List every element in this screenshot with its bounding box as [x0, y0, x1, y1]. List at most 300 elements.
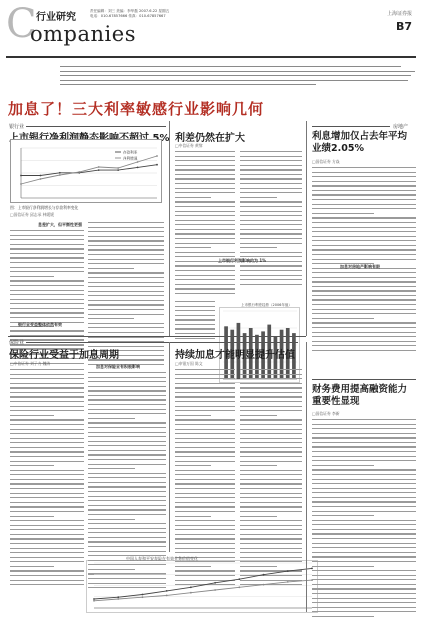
text-line: [312, 190, 416, 191]
text-line: [175, 324, 215, 325]
text-line: [312, 281, 416, 282]
text-line: [175, 328, 215, 329]
text-line: [175, 338, 215, 339]
text-line: [88, 272, 164, 273]
text-line: [175, 378, 235, 379]
text-line: [240, 188, 302, 189]
insurance-chart-point: [166, 590, 168, 592]
text-line: [240, 192, 302, 193]
insurance-chart-point: [117, 596, 119, 598]
text-line: [312, 204, 416, 205]
text-line: [10, 312, 84, 313]
text-line: [312, 575, 416, 576]
text-line: [175, 243, 235, 244]
text-line: [312, 611, 416, 612]
text-line: [88, 286, 164, 287]
text-line: [88, 445, 166, 446]
text-line: [10, 235, 84, 236]
text-line: [312, 240, 416, 241]
text-line: [240, 552, 302, 553]
text-line: [175, 470, 235, 471]
text-line: [88, 519, 135, 520]
text-line: [312, 222, 416, 223]
masthead-info-line1: 责任编辑：刘三 美编：李华磊 2007.6.22 星期五: [90, 9, 170, 13]
text-line: [10, 520, 84, 521]
insurance-chart-svg: [86, 560, 318, 613]
text-line: [312, 474, 416, 475]
text-line: [88, 314, 164, 315]
text-line: [312, 451, 416, 452]
text-line: [88, 231, 164, 232]
text-line: [175, 429, 235, 430]
text-line: [312, 231, 416, 232]
text-line: [10, 474, 84, 475]
insurance-chart-point: [190, 592, 192, 594]
text-line: [175, 483, 235, 484]
section-name-en: ompanies: [30, 22, 136, 46]
text-line: [88, 327, 164, 328]
text-line: [312, 483, 416, 484]
text-line: [240, 488, 302, 489]
text-line: [88, 227, 164, 228]
text-line: [312, 249, 416, 250]
middle-byline: □中信证券 黄黎: [175, 143, 203, 148]
text-line: [88, 432, 166, 433]
text-line: [10, 429, 84, 430]
text-line: [175, 534, 235, 535]
middle-subhead-1: 上市银行利润影响约为 1%: [218, 258, 267, 263]
realestate-tag-rule: [312, 126, 390, 127]
text-line: [240, 479, 302, 480]
text-line: [10, 239, 84, 240]
text-line: [175, 233, 235, 234]
text-line: [88, 222, 164, 223]
text-line: [88, 259, 164, 260]
text-line: [240, 433, 302, 434]
finance-body: [312, 419, 416, 617]
text-line: [88, 277, 164, 278]
text-line: [10, 262, 84, 263]
section-separator: [8, 336, 306, 337]
text-line: [175, 548, 235, 549]
text-line: [312, 533, 416, 534]
text-line: [88, 454, 166, 455]
bank-chart-point: [98, 169, 100, 171]
text-line: [312, 588, 416, 589]
text-line: [175, 238, 235, 239]
bank-chart-point: [78, 171, 80, 173]
insurance-chart-point: [263, 584, 265, 586]
bank-tag: 银行业: [9, 124, 25, 130]
text-line: [312, 213, 374, 214]
text-line: [312, 437, 416, 438]
text-line: [175, 247, 211, 248]
text-line: [10, 561, 84, 562]
text-line: [10, 575, 84, 576]
text-line: [312, 602, 416, 603]
text-line: [175, 451, 235, 452]
bank-chart-point: [156, 155, 158, 157]
text-line: [88, 323, 164, 324]
text-line: [175, 174, 235, 175]
text-line: [10, 396, 84, 397]
text-line: [88, 309, 164, 310]
text-line: [312, 524, 416, 525]
text-line: [312, 520, 416, 521]
text-line: [10, 525, 84, 526]
newspaper-brand: 上海证券报: [386, 11, 412, 17]
text-line: [175, 497, 235, 498]
text-line: [88, 477, 166, 478]
text-line: [240, 247, 277, 248]
text-line: [240, 374, 302, 375]
realestate-tag: 房地产: [393, 124, 409, 130]
bank-chart-legend-label: 净利增速: [123, 156, 138, 161]
text-line: [312, 309, 416, 310]
text-line: [312, 350, 416, 351]
text-line: [240, 506, 302, 507]
text-line: [10, 461, 84, 462]
text-line: [175, 156, 235, 157]
insurance-chart-point: [214, 582, 216, 584]
text-line: [10, 248, 84, 249]
text-line: [175, 442, 235, 443]
text-line: [10, 497, 84, 498]
text-line: [312, 172, 416, 173]
text-line: [88, 332, 164, 333]
bank-chart-point: [20, 183, 22, 185]
text-line: [88, 441, 166, 442]
text-line: [175, 211, 235, 212]
text-line: [175, 465, 211, 466]
text-line: [312, 313, 416, 314]
text-line: [175, 506, 235, 507]
text-line: [175, 392, 235, 393]
text-line: [175, 415, 211, 416]
text-line: [312, 254, 416, 255]
masthead: [0, 0, 422, 58]
text-line: [312, 607, 416, 608]
insurance-chart-point: [166, 595, 168, 597]
text-line: [88, 436, 166, 437]
text-line: [240, 456, 302, 457]
text-line: [88, 236, 164, 237]
section-name-cn: 行业研究: [36, 12, 76, 23]
text-line: [88, 245, 164, 246]
middle-article-title: 利差仍然在扩大: [175, 133, 245, 144]
text-line: [10, 392, 84, 393]
bank-chart-point: [40, 178, 42, 180]
insurance-chart: [86, 556, 318, 613]
text-line: [240, 224, 302, 225]
page-headline: 加息了！三大利率敏感行业影响几何: [8, 100, 265, 118]
text-line: [10, 317, 84, 318]
text-line: [240, 474, 302, 475]
realestate-subhead: 加息对房地产影响有限: [340, 264, 380, 269]
text-line: [240, 429, 302, 430]
finance-article-title: 财务费用提高融资能力重要性显现: [312, 384, 408, 407]
text-line: [10, 442, 84, 443]
text-line: [10, 470, 84, 471]
insurance-chart-point: [287, 570, 289, 572]
text-line: [175, 293, 235, 294]
text-line: [88, 418, 135, 419]
text-line: [175, 284, 235, 285]
text-line: [175, 474, 235, 475]
text-line: [10, 401, 84, 402]
column-divider-2: [306, 121, 307, 336]
text-line: [175, 438, 235, 439]
text-line: [88, 509, 166, 510]
text-line: [312, 570, 416, 571]
text-line: [10, 584, 84, 585]
text-line: [240, 516, 277, 517]
text-line: [88, 249, 164, 250]
text-line: [10, 285, 84, 286]
text-line: [175, 401, 235, 402]
text-line: [10, 506, 84, 507]
text-line: [240, 265, 302, 266]
text-line: [88, 395, 166, 396]
insurance-chart-caption: 中国人寿和平安寿险在有效业务价值变化: [126, 556, 198, 561]
text-line: [312, 245, 416, 246]
text-line: [312, 290, 416, 291]
bank-chart-caption: 图：上市银行净利润增长与存款利率变化: [10, 205, 79, 210]
text-line: [88, 404, 166, 405]
text-line: [175, 516, 211, 517]
text-line: [175, 151, 235, 152]
insurance-chart-point: [93, 600, 95, 602]
text-line: [240, 206, 302, 207]
text-line: [240, 238, 302, 239]
text-line: [175, 275, 235, 276]
text-line: [175, 206, 235, 207]
text-line: [240, 442, 302, 443]
text-line: [240, 378, 302, 379]
text-line: [88, 491, 166, 492]
bank-chart-series-line: [21, 165, 157, 176]
text-line: [88, 450, 166, 451]
text-line: [312, 304, 416, 305]
text-line: [175, 410, 235, 411]
text-line: [240, 406, 302, 407]
text-line: [312, 419, 416, 420]
text-line: [88, 413, 166, 414]
bank-chart-point: [117, 169, 119, 171]
text-line: [10, 488, 84, 489]
lead-paragraph: [60, 63, 415, 99]
text-line: [175, 396, 235, 397]
text-line: [88, 240, 164, 241]
text-line: [312, 566, 374, 567]
masthead-info: [90, 9, 210, 19]
text-line: [88, 295, 164, 296]
insurance-chart-point: [93, 598, 95, 600]
insurance-chart-point: [263, 574, 265, 576]
bank-chart-point: [98, 166, 100, 168]
bank-chart-legend-label: 存款利率: [123, 150, 138, 155]
text-line: [10, 552, 84, 553]
text-line: [312, 538, 416, 539]
text-line: [240, 183, 302, 184]
text-line: [10, 271, 84, 272]
text-line: [10, 369, 84, 370]
text-line: [240, 369, 302, 370]
text-line: [175, 419, 235, 420]
text-line: [10, 465, 54, 466]
text-line: [88, 523, 166, 524]
text-line: [88, 263, 164, 264]
text-line: [175, 406, 235, 407]
text-line: [312, 185, 416, 186]
text-line: [312, 227, 416, 228]
text-line: [312, 167, 416, 168]
text-line: [10, 451, 84, 452]
text-line: [312, 488, 416, 489]
text-line: [240, 201, 302, 202]
insurance-chart-series-line: [94, 568, 312, 599]
text-line: [175, 215, 235, 216]
text-line: [88, 300, 164, 301]
realestate-body-2: [312, 272, 416, 354]
text-line: [10, 276, 54, 277]
text-line: [175, 383, 235, 384]
bank-chart-point: [59, 172, 61, 174]
text-line: [10, 534, 84, 535]
middle-chart-caption: 上市银行利差趋势（2006年值）: [241, 303, 292, 307]
text-line: [312, 277, 416, 278]
finance-byline: □国信证券 李新: [312, 411, 340, 416]
text-line: [312, 492, 416, 493]
text-line: [312, 176, 416, 177]
text-line: [175, 165, 235, 166]
insurance-body-col1: [10, 369, 84, 589]
text-line: [10, 308, 84, 309]
text-line: [88, 486, 166, 487]
text-line: [175, 265, 235, 266]
text-line: [88, 468, 135, 469]
text-line: [312, 442, 416, 443]
masthead-info-line2: 电话：010-67857666 传真：010-67857667: [90, 14, 166, 18]
text-line: [10, 557, 84, 558]
text-line: [240, 483, 302, 484]
text-line: [88, 541, 166, 542]
text-line: [10, 570, 84, 571]
text-line: [175, 192, 235, 193]
text-line: [10, 378, 84, 379]
text-line: [240, 284, 302, 285]
bank-chart-point: [59, 174, 61, 176]
text-line: [312, 424, 416, 425]
text-line: [175, 538, 235, 539]
text-line: [88, 482, 166, 483]
text-line: [240, 215, 302, 216]
masthead-big-letter: C: [6, 1, 37, 47]
text-line: [240, 415, 277, 416]
text-line: [240, 419, 302, 420]
text-line: [175, 333, 215, 334]
column-divider-3: [169, 342, 170, 552]
text-line: [175, 525, 235, 526]
text-line: [175, 224, 235, 225]
text-line: [240, 447, 302, 448]
bank-chart-point: [117, 167, 119, 169]
text-line: [240, 279, 302, 280]
insurance-byline: □中信证券 刘子力 魏涛: [10, 361, 51, 366]
text-line: [88, 254, 164, 255]
insurance-chart-point: [117, 598, 119, 600]
text-line: [10, 548, 84, 549]
text-line: [312, 272, 416, 273]
text-line: [88, 459, 166, 460]
text-line: [312, 547, 416, 548]
text-line: [10, 294, 84, 295]
realestate-byline: □国信证券 方焱: [312, 159, 340, 164]
text-line: [240, 470, 302, 471]
text-line: [10, 580, 84, 581]
bank-chart-point: [20, 175, 22, 177]
text-line: [312, 501, 416, 502]
text-line: [175, 279, 235, 280]
insurance-chart-point: [238, 578, 240, 580]
text-line: [312, 593, 416, 594]
text-line: [88, 409, 166, 410]
text-line: [240, 156, 302, 157]
realestate-article-title: 利息增加仅占去年平均业绩2.05%: [312, 131, 408, 154]
text-line: [175, 301, 215, 302]
text-line: [312, 322, 416, 323]
text-line: [240, 243, 302, 244]
text-line: [175, 229, 235, 230]
text-line: [175, 319, 215, 320]
text-line: [240, 169, 302, 170]
text-line: [88, 514, 166, 515]
text-line: [175, 447, 235, 448]
bank-subhead-1: 息差扩大，但平衡性更强: [38, 222, 82, 227]
text-line: [10, 374, 84, 375]
text-line: [88, 304, 164, 305]
text-line: [240, 252, 302, 253]
text-line: [175, 461, 235, 462]
text-line: [312, 208, 416, 209]
text-line: [312, 529, 416, 530]
bank-subhead-2: 银行业受益整体依然有效: [18, 322, 62, 327]
text-line: [10, 433, 84, 434]
text-line: [10, 529, 84, 530]
text-line: [175, 369, 235, 370]
text-line: [10, 424, 84, 425]
sustain-byline: □申银万国 陈文: [175, 361, 203, 366]
text-line: [10, 230, 84, 231]
insurance-chart-point: [214, 589, 216, 591]
text-line: [312, 194, 416, 195]
insurance-chart-point: [190, 586, 192, 588]
text-line: [312, 336, 416, 337]
text-line: [88, 532, 166, 533]
middle-body-col2: [240, 151, 302, 288]
text-line: [175, 178, 235, 179]
text-line: [175, 488, 235, 489]
column-divider-4: [306, 342, 307, 612]
text-line: [240, 383, 302, 384]
text-line: [240, 178, 302, 179]
text-line: [88, 372, 166, 373]
text-line: [10, 290, 84, 291]
insurance-subhead: 加息对保险业有积极影响: [96, 364, 140, 369]
insurance-tag-rule: [26, 342, 298, 343]
text-line: [175, 220, 235, 221]
column-divider-1: [169, 121, 170, 336]
